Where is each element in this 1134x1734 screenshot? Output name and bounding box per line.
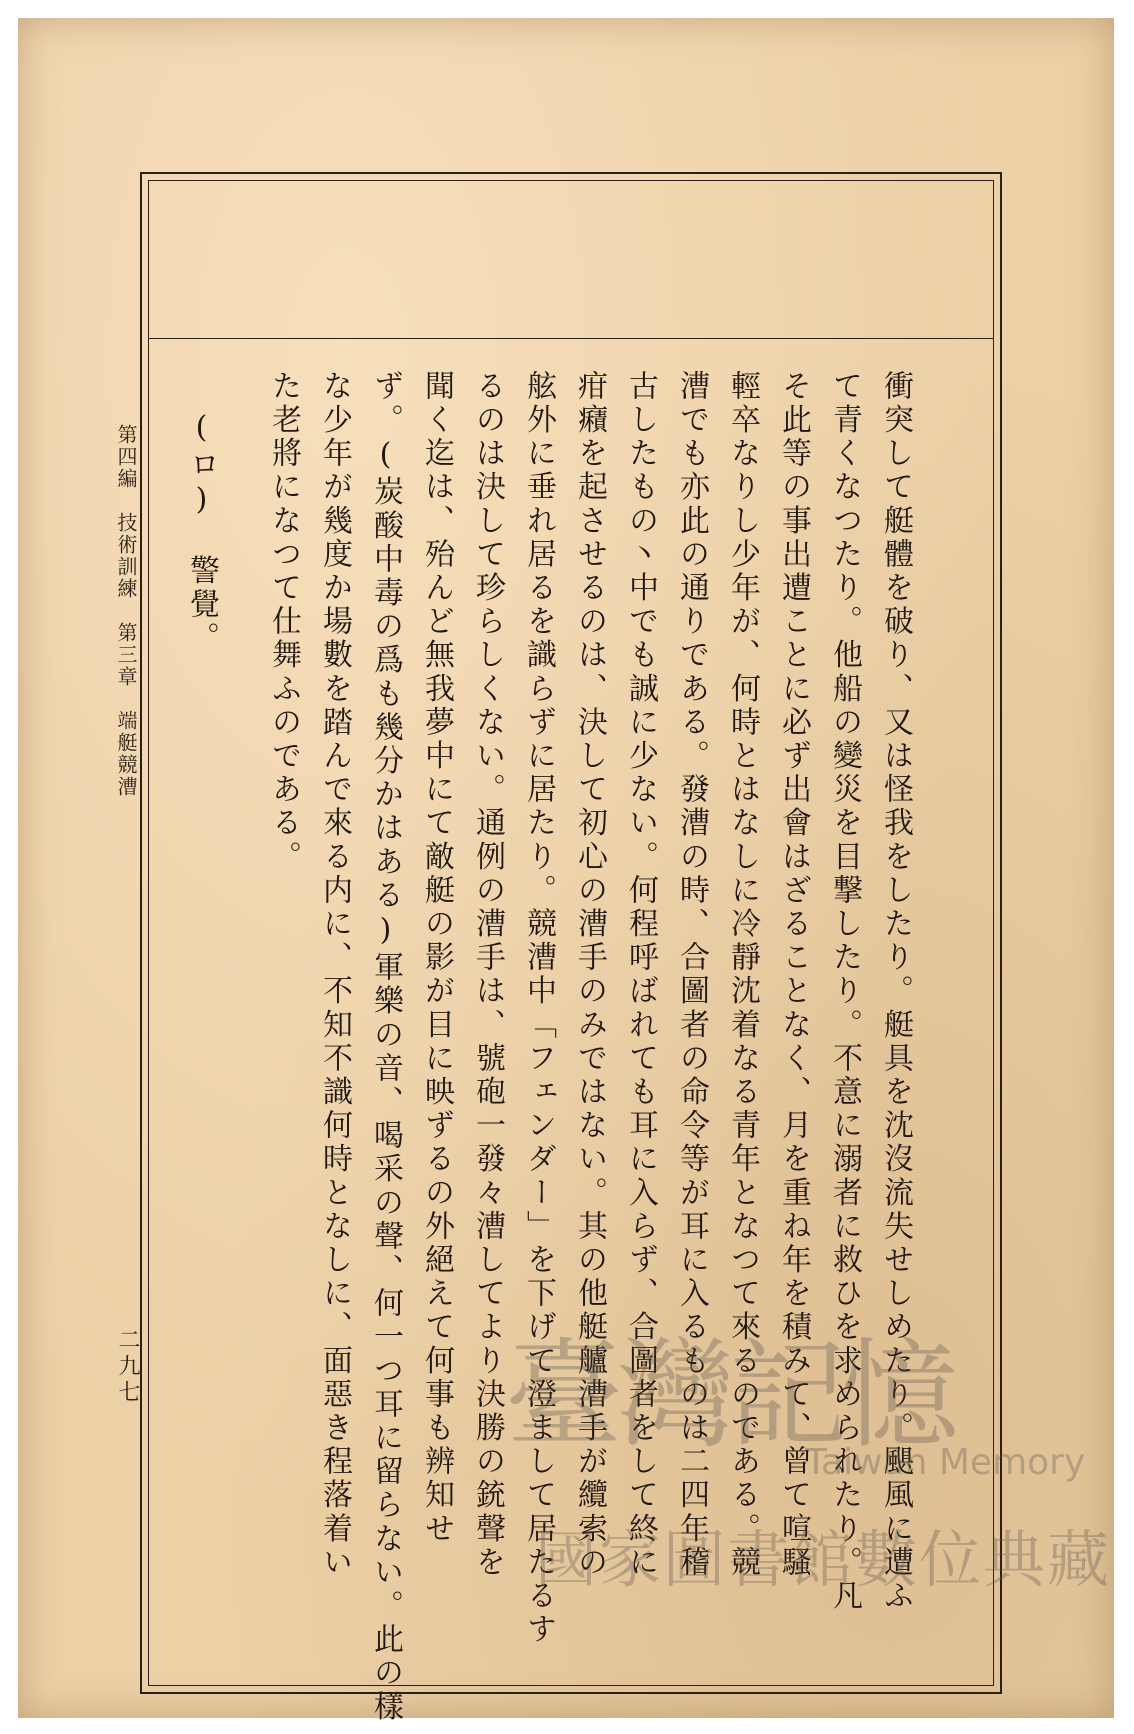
text-column-3: そ此等の事出遭ことに必ず出會はざることなく、月を重ね年を積みて、曾て喧騷 (776, 370, 811, 1580)
watermark-title: 臺灣記憶 (505, 1326, 954, 1464)
running-head: 第四編 技術訓練 第三章 端艇競漕 (114, 424, 138, 798)
text-column-4: 輕卒なりし少年が、何時とはなしに冷靜沈着なる青年となつて來るのである。競 (725, 370, 760, 1580)
watermark-subtitle: Taiwan Memory (805, 1442, 1086, 1483)
text-column-12: な少年が幾度か場數を踏んで來る内に、不知不識何時となしに、面惡き程落着い (317, 370, 352, 1580)
header-rule (148, 338, 994, 339)
text-column-1: 衝突して艇體を破り、又は怪我をしたり。艇具を沈沒流失せしめたり。颶風に遭ふ (878, 370, 913, 1614)
watermark-owner: 國家圖書館數位典藏 (535, 1523, 1112, 1596)
page-number: 二九七 (115, 1328, 140, 1406)
text-column-8: 舷外に垂れ居るを識らずに居たり。競漕中「フェンダー」を下げて澄まして居たるす (521, 370, 556, 1647)
text-column-13: た老將になつて仕舞ふのである。 (266, 370, 301, 874)
text-column-5: 漕でも亦此の通りである。發漕の時、合圖者の命令等が耳に入るものは二四年稽 (674, 370, 709, 1580)
text-column-6: 古したもの丶中でも誠に少ない。何程呼ばれても耳に入らず、合圖者をして終に (623, 370, 658, 1580)
text-column-7: 疳癪を起させるのは、決して初心の漕手のみではない。其の他艇艫漕手が纜索の (572, 370, 607, 1580)
text-column-10: 聞く迄は、殆んど無我夢中にて敵艇の影が目に映ずるの外絕えて何事も辨知せ (419, 370, 454, 1546)
section-heading: (ロ) 警覺。 (184, 410, 219, 656)
text-column-9: るのは決して珍らしくない。通例の漕手は、號砲一發々漕してより決勝の銃聲を (470, 370, 505, 1580)
text-column-11: ず。(炭酸中毒の爲も幾分かはある)軍樂の音、喝采の聲、何一つ耳に留らない。此の樣 (368, 370, 403, 1724)
text-column-2: て青くなつたり。他船の變災を目撃したり。不意に溺者に救ひを求められたり。凡 (827, 370, 862, 1614)
